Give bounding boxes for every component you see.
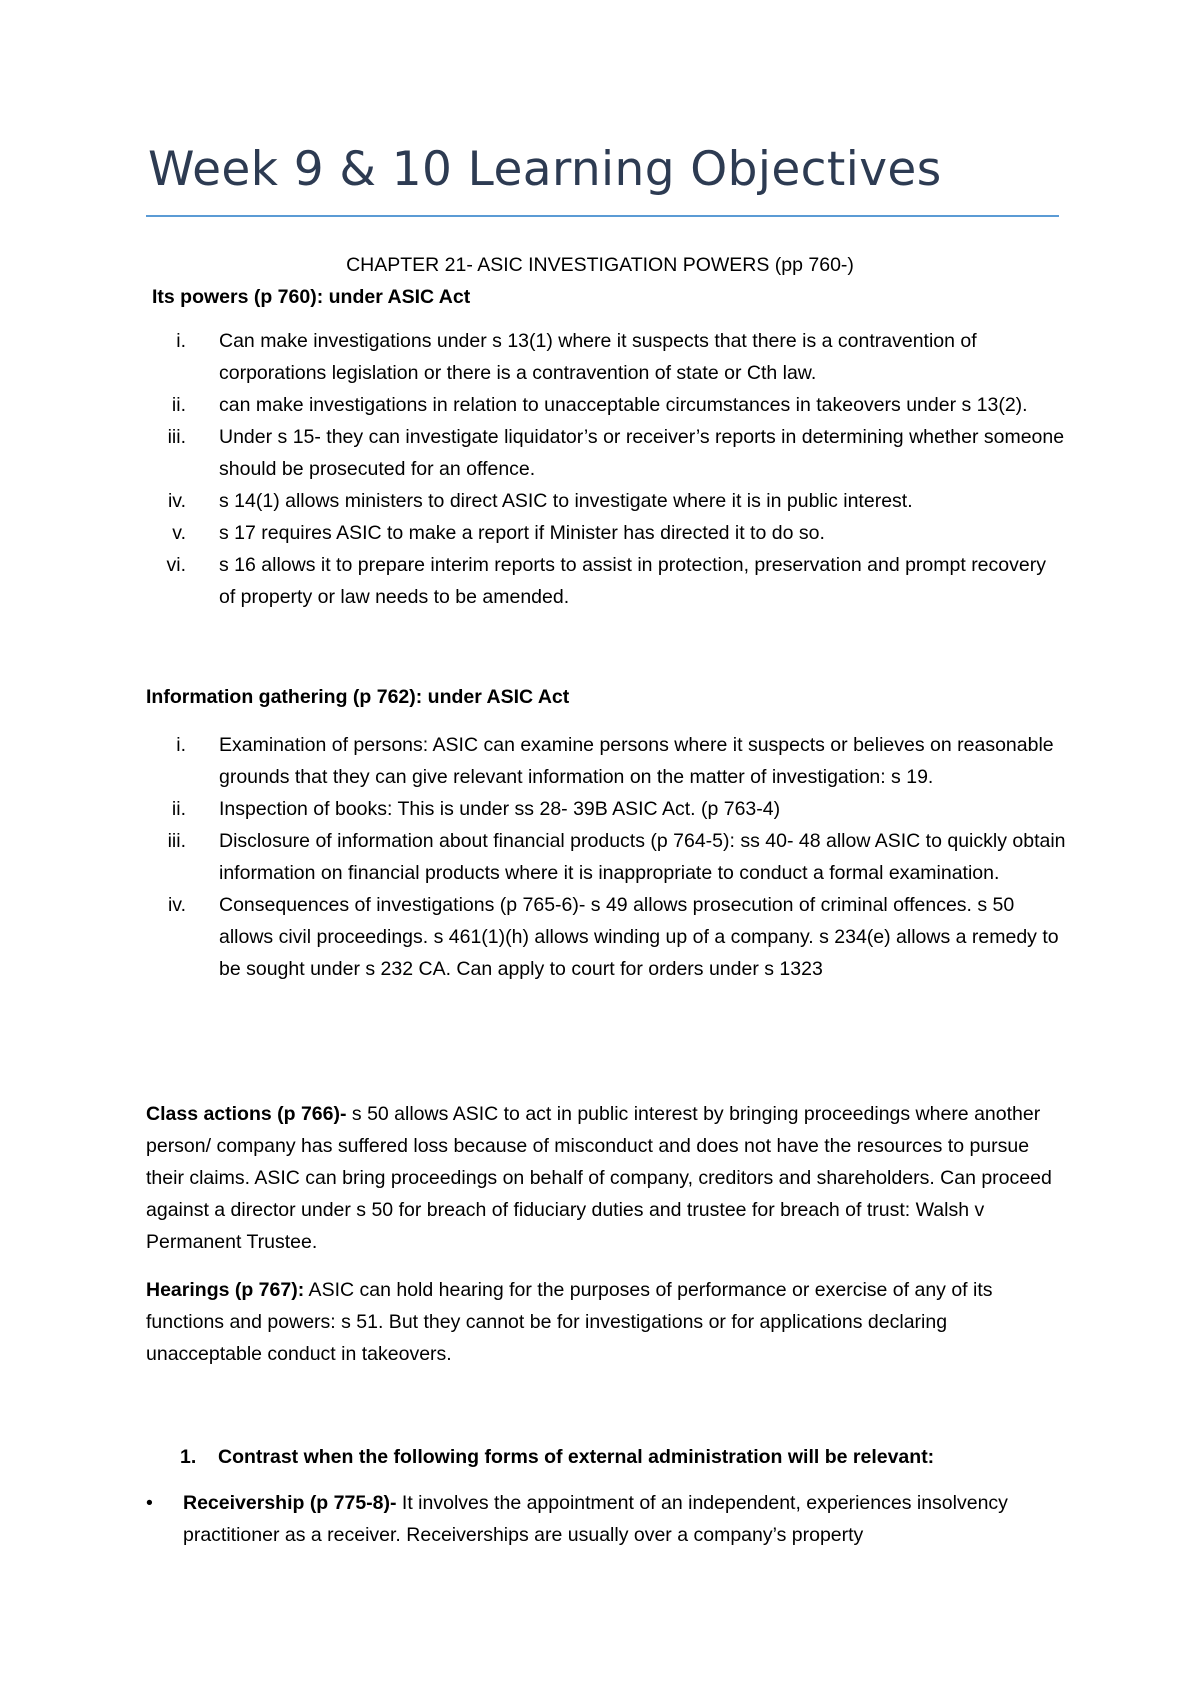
- list-item: [146, 389, 1066, 421]
- list-text: s 17 requires ASIC to make a report if Minister has directed it to do so.: [219, 522, 825, 544]
- class-actions-paragraph: [146, 1098, 1066, 1258]
- list-number: ii.: [171, 394, 186, 416]
- powers-heading: Its powers (p 760): under ASIC Act: [152, 286, 471, 308]
- information-heading: Information gathering (p 762): under ASIC Act: [146, 686, 570, 708]
- receivership-label: Receivership (p 775-8)-: [183, 1492, 397, 1514]
- list-item: [146, 549, 1066, 613]
- powers-section: [146, 281, 1066, 613]
- list-number: i.: [176, 734, 186, 756]
- title-underline: [146, 215, 1059, 217]
- hearings-label: Hearings (p 767):: [146, 1279, 305, 1301]
- list-text: s 14(1) allows ministers to direct ASIC to investigate where it is in public interest.: [219, 490, 913, 512]
- bullet-icon: •: [146, 1492, 153, 1514]
- list-text: Can make investigations under s 13(1) where it suspects that there is a contravention of corporations legislation or there is a contravention of state or Cth law.: [219, 330, 977, 384]
- list-number: iv.: [167, 894, 186, 916]
- receivership-text: It involves the appointment of an independent, experiences insolvency practitioner as a receiver. Receiverships are usually over a company’s property: [183, 1492, 1008, 1546]
- question-number: 1.: [180, 1446, 197, 1468]
- list-text: can make investigations in relation to unacceptable circumstances in takeovers under s 13(2).: [219, 394, 1028, 416]
- receivership-bullet: [146, 1487, 1066, 1551]
- list-item: [146, 517, 1066, 549]
- chapter-heading: CHAPTER 21- ASIC INVESTIGATION POWERS (pp 760-): [346, 254, 854, 276]
- list-number: iv.: [167, 490, 186, 512]
- page-title: Week 9 & 10 Learning Objectives: [148, 142, 942, 197]
- list-number: v.: [172, 522, 186, 544]
- list-text: Disclosure of information about financial products (p 764-5): ss 40- 48 allow ASIC to quickly obtain information on financial products where it is inappropriate to conduct a formal examination.: [219, 830, 1066, 884]
- list-text: Consequences of investigations (p 765-6)- s 49 allows prosecution of criminal offences. s 50 allows civil proceedings. s 461(1)(h) allows winding up of a company. s 234(e) allows a remedy to be sought under s 232 CA. Can apply to court for orders under s 1323: [219, 894, 1059, 980]
- question-1: [180, 1441, 1060, 1473]
- hearings-paragraph: [146, 1274, 1066, 1370]
- list-item: [146, 793, 1066, 825]
- list-text: Examination of persons: ASIC can examine persons where it suspects or believes on reasonable grounds that they can give relevant information on the matter of investigation: s 19.: [219, 734, 1054, 788]
- list-item: [146, 421, 1066, 485]
- list-item: [146, 485, 1066, 517]
- list-item: [146, 325, 1066, 389]
- list-number: iii.: [167, 426, 186, 448]
- class-actions-text: s 50 allows ASIC to act in public interest by bringing proceedings where another person/ company has suffered loss because of misconduct and does not have the resources to pursue their claims. ASIC can bring proceedings on behalf of company, creditors and shareholders. Can proceed against a director under s 50 for breach of fiduciary duties and trustee for breach of trust: Walsh v Permanent Trustee.: [146, 1103, 1052, 1253]
- question-text: Contrast when the following forms of external administration will be relevant:: [218, 1446, 935, 1468]
- powers-list: [146, 325, 1066, 613]
- list-item: [146, 825, 1066, 889]
- list-item: [146, 729, 1066, 793]
- receivership-text-block: [146, 1487, 1066, 1551]
- information-list: [146, 729, 1066, 985]
- list-text: Inspection of books: This is under ss 28- 39B ASIC Act. (p 763-4): [219, 798, 781, 820]
- list-item: [146, 889, 1066, 985]
- list-text: s 16 allows it to prepare interim reports to assist in protection, preservation and prompt recovery of property or law needs to be amended.: [219, 554, 1046, 608]
- hearings-text: ASIC can hold hearing for the purposes of performance or exercise of any of its functions and powers: s 51. But they cannot be for investigations or for applications declaring unacceptable conduct in takeovers.: [146, 1279, 993, 1365]
- information-section: [146, 681, 1066, 985]
- class-actions-label: Class actions (p 766)-: [146, 1103, 347, 1125]
- list-number: vi.: [166, 554, 186, 576]
- list-number: iii.: [167, 830, 186, 852]
- list-number: i.: [176, 330, 186, 352]
- list-number: ii.: [171, 798, 186, 820]
- list-text: Under s 15- they can investigate liquidator’s or receiver’s reports in determining whether someone should be prosecuted for an offence.: [219, 426, 1065, 480]
